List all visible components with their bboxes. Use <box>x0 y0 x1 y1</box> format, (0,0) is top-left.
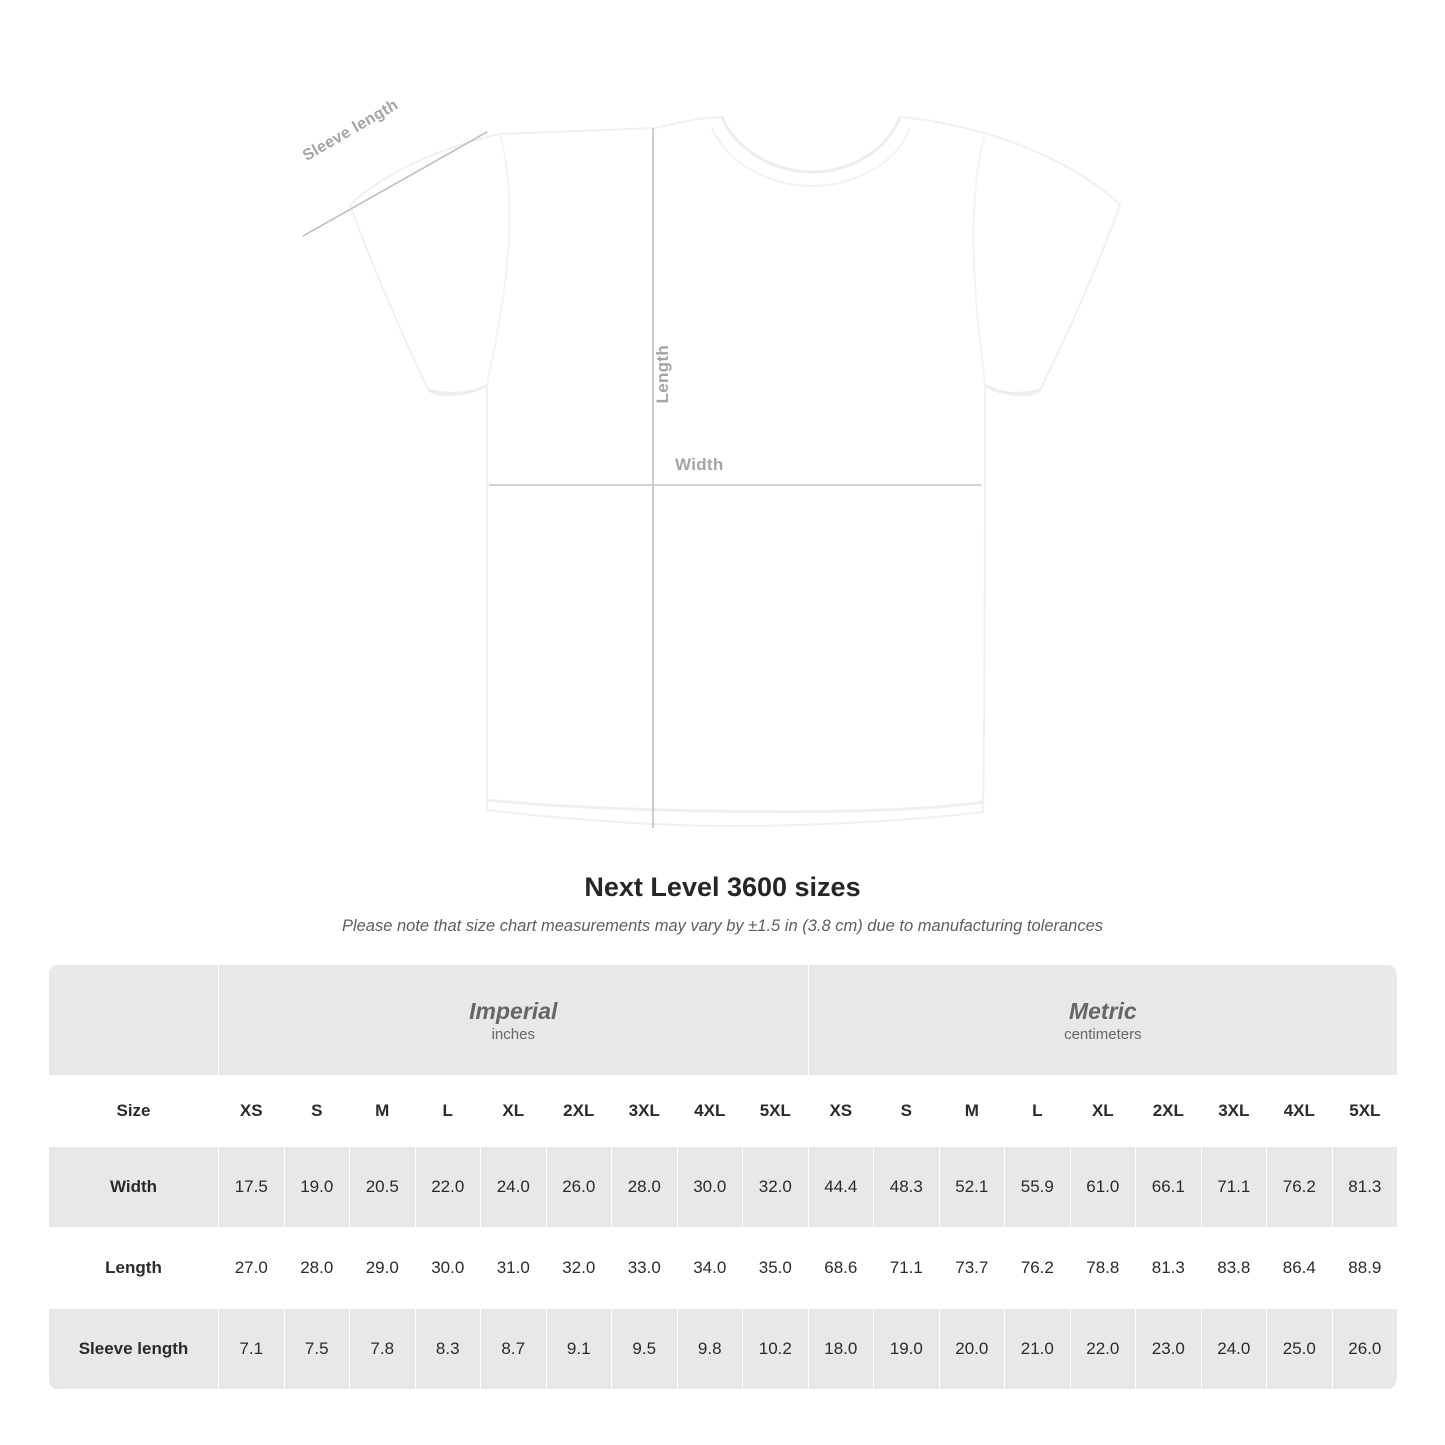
cell-length: 30.0 <box>415 1228 481 1309</box>
size-header-cell: 4XL <box>677 1076 743 1147</box>
row-label-sleeve-length: Sleeve length <box>49 1309 219 1390</box>
cell-width: 71.1 <box>1201 1147 1267 1228</box>
table-row <box>49 1147 1398 1228</box>
cell-width: 30.0 <box>677 1147 743 1228</box>
cell-sleeve-length: 7.5 <box>284 1309 350 1390</box>
cell-sleeve-length: 7.8 <box>350 1309 416 1390</box>
width-label: Width <box>675 455 724 474</box>
cell-length: 81.3 <box>1136 1228 1202 1309</box>
cell-width: 32.0 <box>743 1147 809 1228</box>
cell-length: 71.1 <box>874 1228 940 1309</box>
cell-width: 17.5 <box>219 1147 285 1228</box>
cell-width: 55.9 <box>1005 1147 1071 1228</box>
size-header-cell: XL <box>481 1076 547 1147</box>
cell-width: 44.4 <box>808 1147 874 1228</box>
cell-length: 78.8 <box>1070 1228 1136 1309</box>
table-row <box>49 1309 1398 1390</box>
length-label: Length <box>653 345 672 404</box>
cell-sleeve-length: 8.7 <box>481 1309 547 1390</box>
cell-sleeve-length: 26.0 <box>1332 1309 1397 1390</box>
unit-group-imperial-name: Imperial <box>469 998 558 1025</box>
unit-group-metric-name: Metric <box>1068 998 1137 1025</box>
cell-sleeve-length: 9.5 <box>612 1309 678 1390</box>
size-header-cell: XS <box>219 1076 285 1147</box>
size-header-cell: 5XL <box>1332 1076 1397 1147</box>
size-header-cell: 2XL <box>546 1076 612 1147</box>
size-header-cell: M <box>350 1076 416 1147</box>
cell-width: 76.2 <box>1267 1147 1333 1228</box>
cell-length: 31.0 <box>481 1228 547 1309</box>
sleeve-length-label: Sleeve length <box>300 96 402 165</box>
cell-length: 68.6 <box>808 1228 874 1309</box>
size-header-cell: S <box>284 1076 350 1147</box>
size-chart-table-wrap <box>48 964 1397 1390</box>
size-header-cell: 2XL <box>1136 1076 1202 1147</box>
cell-length: 29.0 <box>350 1228 416 1309</box>
cell-length: 34.0 <box>677 1228 743 1309</box>
cell-width: 81.3 <box>1332 1147 1397 1228</box>
cell-length: 83.8 <box>1201 1228 1267 1309</box>
unit-group-imperial <box>219 965 809 1076</box>
unit-group-imperial-sub: inches <box>491 1025 535 1043</box>
unit-header-row <box>49 965 1398 1076</box>
cell-width: 52.1 <box>939 1147 1005 1228</box>
cell-width: 22.0 <box>415 1147 481 1228</box>
size-header-cell: M <box>939 1076 1005 1147</box>
size-header-cell: XL <box>1070 1076 1136 1147</box>
cell-sleeve-length: 25.0 <box>1267 1309 1333 1390</box>
cell-sleeve-length: 22.0 <box>1070 1309 1136 1390</box>
size-header-cell: 5XL <box>743 1076 809 1147</box>
cell-sleeve-length: 21.0 <box>1005 1309 1071 1390</box>
title-block <box>0 872 1445 936</box>
table-row <box>49 1228 1398 1309</box>
size-header-row <box>49 1076 1398 1147</box>
cell-length: 28.0 <box>284 1228 350 1309</box>
unit-group-metric <box>808 965 1397 1076</box>
cell-width: 48.3 <box>874 1147 940 1228</box>
size-header-cell: 3XL <box>1201 1076 1267 1147</box>
size-header-cell: XS <box>808 1076 874 1147</box>
cell-length: 73.7 <box>939 1228 1005 1309</box>
cell-sleeve-length: 9.8 <box>677 1309 743 1390</box>
cell-length: 86.4 <box>1267 1228 1333 1309</box>
row-label-width: Width <box>49 1147 219 1228</box>
unit-group-metric-sub: centimeters <box>1064 1025 1142 1043</box>
size-header-cell: L <box>415 1076 481 1147</box>
cell-width: 20.5 <box>350 1147 416 1228</box>
cell-width: 28.0 <box>612 1147 678 1228</box>
cell-length: 33.0 <box>612 1228 678 1309</box>
table-corner-cell <box>49 965 219 1076</box>
cell-sleeve-length: 18.0 <box>808 1309 874 1390</box>
cell-width: 26.0 <box>546 1147 612 1228</box>
cell-width: 61.0 <box>1070 1147 1136 1228</box>
tolerance-note: Please note that size chart measurements may vary by ±1.5 in (3.8 cm) due to manufacturing tolerances <box>341 917 1104 935</box>
cell-sleeve-length: 20.0 <box>939 1309 1005 1390</box>
cell-sleeve-length: 24.0 <box>1201 1309 1267 1390</box>
cell-sleeve-length: 19.0 <box>874 1309 940 1390</box>
cell-width: 66.1 <box>1136 1147 1202 1228</box>
size-header-cell: L <box>1005 1076 1071 1147</box>
size-header-cell: 3XL <box>612 1076 678 1147</box>
cell-length: 76.2 <box>1005 1228 1071 1309</box>
cell-length: 27.0 <box>219 1228 285 1309</box>
cell-length: 35.0 <box>743 1228 809 1309</box>
cell-sleeve-length: 9.1 <box>546 1309 612 1390</box>
cell-length: 32.0 <box>546 1228 612 1309</box>
cell-sleeve-length: 10.2 <box>743 1309 809 1390</box>
cell-width: 24.0 <box>481 1147 547 1228</box>
size-header-label: Size <box>49 1076 219 1147</box>
size-header-cell: 4XL <box>1267 1076 1333 1147</box>
size-header-cell: S <box>874 1076 940 1147</box>
cell-length: 88.9 <box>1332 1228 1397 1309</box>
page-title: Next Level 3600 sizes <box>584 872 861 902</box>
cell-sleeve-length: 7.1 <box>219 1309 285 1390</box>
cell-sleeve-length: 8.3 <box>415 1309 481 1390</box>
cell-sleeve-length: 23.0 <box>1136 1309 1202 1390</box>
size-chart-table <box>48 964 1397 1390</box>
row-label-length: Length <box>49 1228 219 1309</box>
cell-width: 19.0 <box>284 1147 350 1228</box>
